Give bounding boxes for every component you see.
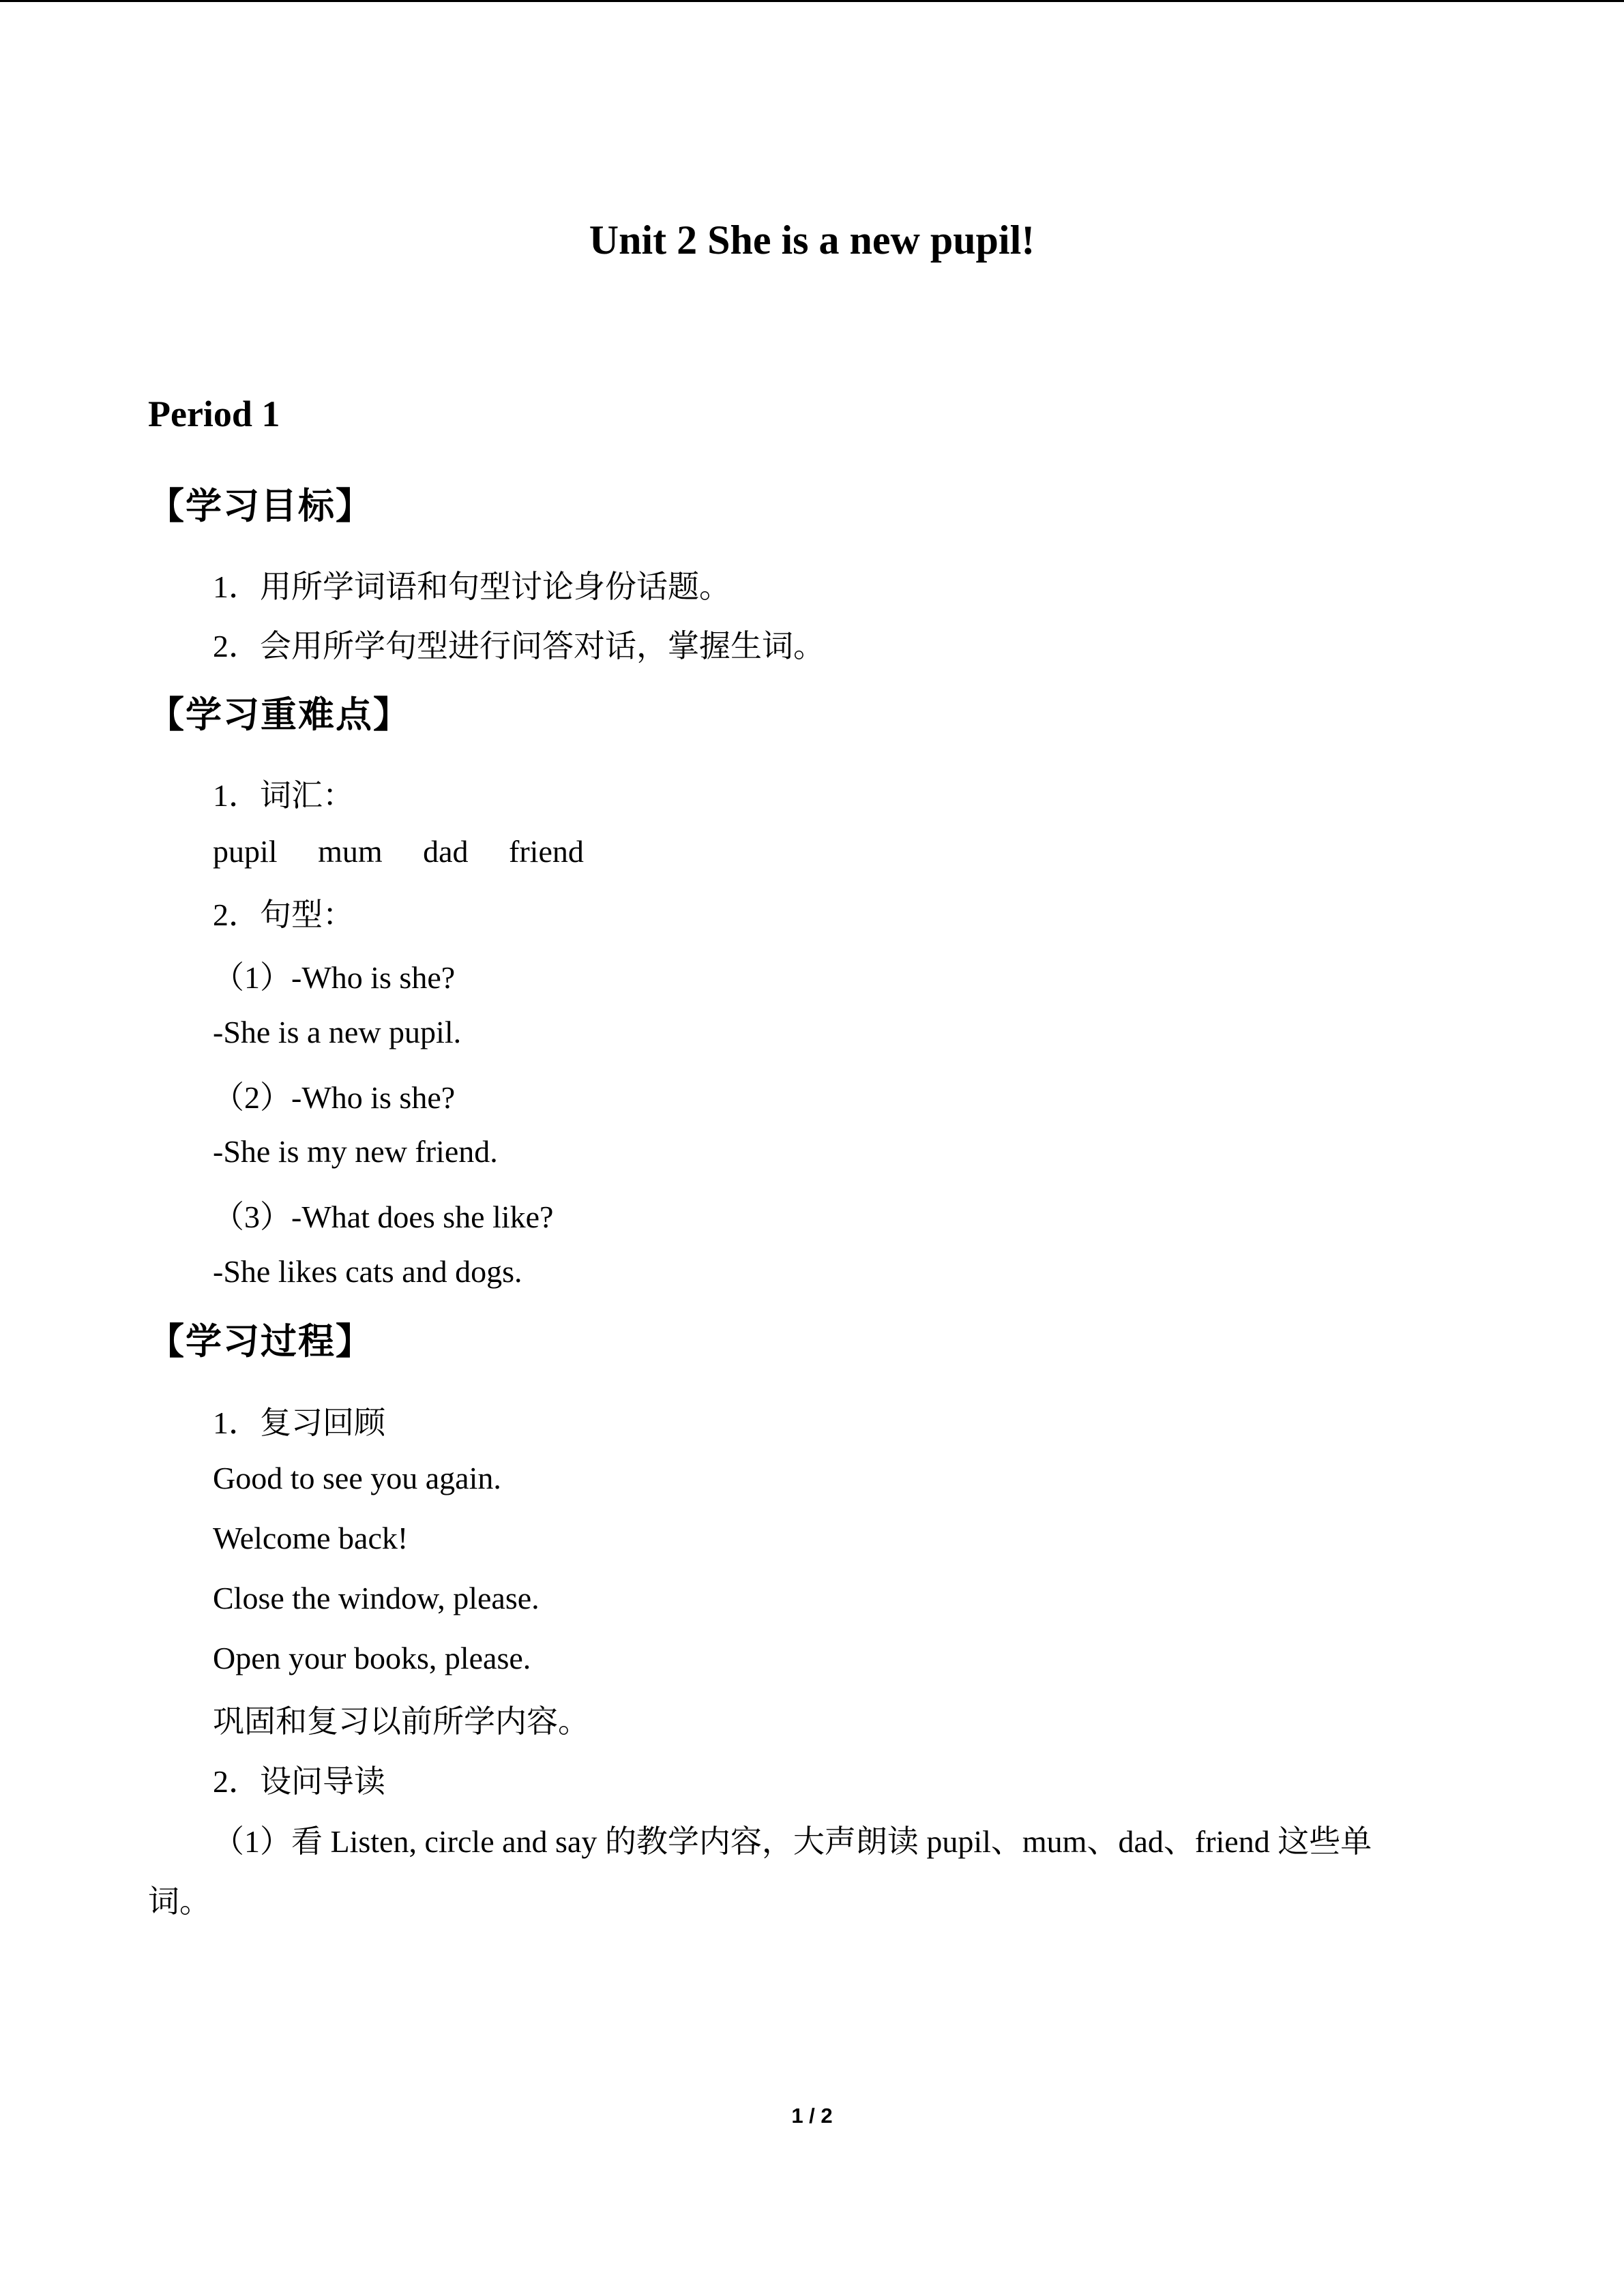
review-line: 巩固和复习以前所学内容。 — [213, 1704, 589, 1739]
dialogue-line: -She is a new pupil. — [213, 1015, 462, 1049]
review-line: Close the window, please. — [213, 1581, 540, 1615]
pattern-label: 2．句型： — [213, 897, 354, 932]
objectives-heading: 【学习目标】 — [148, 486, 373, 527]
vocab-word: dad — [423, 834, 469, 869]
vocab-label: 1．词汇： — [213, 778, 354, 813]
dialogue-line: （1）-Who is she? — [213, 960, 456, 995]
review-label: 1．复习回顾 — [213, 1405, 385, 1440]
review-line: Good to see you again. — [213, 1461, 501, 1495]
guide-paragraph-line2: 词。 — [148, 1884, 211, 1919]
vocab-word: pupil — [213, 834, 278, 869]
guide-paragraph-line1: （1）看 Listen, circle and say 的教学内容，大声朗读 pupil、mum、dad、friend 这些单 — [213, 1824, 1372, 1859]
review-line: Open your books, please. — [213, 1641, 531, 1675]
period-heading: Period 1 — [148, 393, 280, 434]
objective-item: 2．会用所学句型进行问答对话，掌握生词。 — [213, 629, 825, 664]
review-line: Welcome back! — [213, 1521, 409, 1555]
process-heading: 【学习过程】 — [148, 1321, 373, 1362]
objective-item: 1．用所学词语和句型讨论身份话题。 — [213, 569, 730, 604]
vocab-word: mum — [318, 834, 383, 869]
vocab-word: friend — [509, 834, 584, 869]
keypoints-heading: 【学习重难点】 — [148, 694, 411, 736]
dialogue-line: -She likes cats and dogs. — [213, 1254, 522, 1289]
top-border — [0, 0, 1624, 2]
vocab-list — [213, 833, 617, 869]
document-title: Unit 2 She is a new pupil! — [589, 218, 1035, 263]
dialogue-line: （2）-Who is she? — [213, 1080, 456, 1115]
dialogue-line: -She is my new friend. — [213, 1134, 498, 1169]
dialogue-line: （3）-What does she like? — [213, 1199, 554, 1234]
guide-label: 2．设问导读 — [213, 1764, 385, 1799]
page-indicator: 1 / 2 — [791, 2104, 833, 2128]
